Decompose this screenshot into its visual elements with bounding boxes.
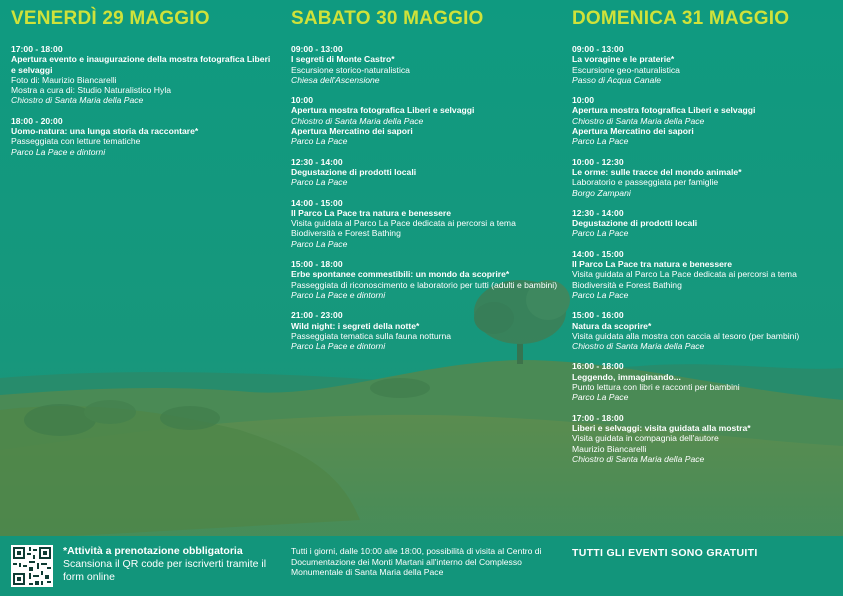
day-title: VENERDÌ 29 MAGGIO xyxy=(11,8,210,29)
event-title: Apertura evento e inaugurazione della mostra fotografica Liberi e selvaggi xyxy=(11,54,271,75)
event-place: Borgo Zampani xyxy=(572,187,631,198)
event-title: Natura da scoprire* xyxy=(572,320,652,331)
event-item xyxy=(572,413,834,464)
event-item xyxy=(572,157,834,198)
event-description: Passeggiata con letture tematiche xyxy=(11,136,141,147)
event-description: Visita guidata alla mostra con caccia al tesoro (per bambini) xyxy=(572,330,800,341)
day-column-saturday xyxy=(291,8,561,361)
event-time: 15:00 - 18:00 xyxy=(291,259,343,270)
event-title: Erbe spontanee commestibili: un mondo da scoprire* xyxy=(291,269,510,280)
event-title: Degustazione di prodotti locali xyxy=(291,166,417,177)
event-place: Chiostro di Santa Maria della Pace xyxy=(572,341,705,352)
booking-text: Scansiona il QR code per iscriverti tramite il form online xyxy=(63,558,267,583)
event-place: Chiesa dell'Ascensione xyxy=(291,74,380,85)
event-description: Escursione geo-naturalistica xyxy=(572,64,680,75)
event-item xyxy=(291,259,561,300)
event-title-secondary: Apertura Mercatino dei sapori xyxy=(291,126,413,137)
event-place: Parco La Pace xyxy=(291,238,348,249)
event-time: 18:00 - 20:00 xyxy=(11,115,63,126)
event-time: 10:00 xyxy=(572,95,594,106)
event-description: Laboratorio e passeggiata per famiglie xyxy=(572,177,719,188)
event-place: Chiostro di Santa Maria della Pace xyxy=(572,453,705,464)
event-time: 21:00 - 23:00 xyxy=(291,310,343,321)
event-description: Punto lettura con libri e racconti per bambini xyxy=(572,382,740,393)
event-place-secondary: Parco La Pace xyxy=(291,136,348,147)
event-place: Passo di Acqua Canale xyxy=(572,74,662,85)
event-place: Parco La Pace e dintorni xyxy=(11,146,106,157)
event-place: Chiostro di Santa Maria della Pace xyxy=(291,115,424,126)
event-place: Parco La Pace xyxy=(291,177,348,188)
visit-info: Tutti i giorni, dalle 10:00 alle 18:00, possibilità di visita al Centro di Documentazione dei Monti Martani all'interno del Complesso Monumentale di Santa Maria della Pace xyxy=(291,546,542,578)
event-place: Parco La Pace xyxy=(572,228,629,239)
event-title: Degustazione di prodotti locali xyxy=(572,218,698,229)
event-item xyxy=(572,44,834,85)
event-place: Chiostro di Santa Maria della Pace xyxy=(572,115,705,126)
event-item xyxy=(291,95,561,146)
event-time: 14:00 - 15:00 xyxy=(572,248,624,259)
qr-code-icon[interactable] xyxy=(11,545,53,587)
event-title: Apertura mostra fotografica Liberi e selvaggi xyxy=(291,105,475,116)
event-item xyxy=(11,44,273,106)
day-title: SABATO 30 MAGGIO xyxy=(291,8,484,29)
event-item xyxy=(291,44,561,85)
event-time: 15:00 - 16:00 xyxy=(572,310,624,321)
event-item xyxy=(572,310,834,351)
event-description: Passeggiata tematica sulla fauna notturna xyxy=(291,330,452,341)
event-description: Passeggiata di riconoscimento e laboratorio per tutti (adulti e bambini) xyxy=(291,279,558,290)
event-item xyxy=(572,361,834,402)
event-place-secondary: Parco La Pace xyxy=(572,136,629,147)
event-title: Il Parco La Pace tra natura e benessere xyxy=(572,259,733,270)
event-title: Leggendo, immaginando... xyxy=(572,371,681,382)
event-description: Visita guidata in compagnia dell'autore Maurizio Biancarelli xyxy=(572,433,719,454)
event-time: 12:30 - 14:00 xyxy=(572,207,624,218)
event-title: Il Parco La Pace tra natura e benessere xyxy=(291,207,452,218)
booking-note xyxy=(63,545,283,584)
event-item xyxy=(291,198,561,249)
event-description: Escursione storico-naturalistica xyxy=(291,64,410,75)
day-column-friday xyxy=(11,8,273,167)
event-title: I segreti di Monte Castro* xyxy=(291,54,395,65)
event-place: Parco La Pace e dintorni xyxy=(291,341,386,352)
event-title: La voragine e le praterie* xyxy=(572,54,675,65)
event-item xyxy=(572,95,834,146)
event-description: Visita guidata al Parco La Pace dedicata ai percorsi a tema Biodiversità e Forest Bathing xyxy=(572,269,797,290)
event-description: Foto di: Maurizio Biancarelli Mostra a cura di: Studio Naturalistico Hyla xyxy=(11,74,172,96)
event-title: Apertura mostra fotografica Liberi e selvaggi xyxy=(572,105,756,116)
event-item xyxy=(291,157,561,188)
free-events-note: TUTTI GLI EVENTI SONO GRATUITI xyxy=(572,547,758,559)
event-time: 10:00 - 12:30 xyxy=(572,156,624,167)
event-time: 09:00 - 13:00 xyxy=(291,44,343,54)
event-place: Parco La Pace xyxy=(572,392,629,403)
day-column-sunday xyxy=(572,8,834,474)
event-title: Wild night: i segreti della notte* xyxy=(291,320,420,331)
booking-title: *Attività a prenotazione obbligatoria xyxy=(63,545,243,557)
event-time: 17:00 - 18:00 xyxy=(11,44,63,54)
day-title: DOMENICA 31 MAGGIO xyxy=(572,8,790,29)
event-time: 10:00 xyxy=(291,95,313,106)
event-item xyxy=(572,208,834,239)
event-time: 12:30 - 14:00 xyxy=(291,156,343,167)
event-item xyxy=(572,249,834,300)
event-item xyxy=(11,116,273,157)
event-place: Chiostro di Santa Maria della Pace xyxy=(11,95,144,106)
event-title-secondary: Apertura Mercatino dei sapori xyxy=(572,126,694,137)
event-title: Le orme: sulle tracce del mondo animale* xyxy=(572,166,742,177)
event-time: 17:00 - 18:00 xyxy=(572,412,624,423)
event-place: Parco La Pace xyxy=(572,289,629,300)
event-time: 09:00 - 13:00 xyxy=(572,44,624,54)
event-description: Visita guidata al Parco La Pace dedicata ai percorsi a tema Biodiversità e Forest Bathing xyxy=(291,218,516,239)
event-item xyxy=(291,310,561,351)
event-title: Liberi e selvaggi: visita guidata alla mostra* xyxy=(572,422,751,433)
event-title: Uomo-natura: una lunga storia da raccontare* xyxy=(11,126,199,137)
event-time: 14:00 - 15:00 xyxy=(291,197,343,208)
event-time: 16:00 - 18:00 xyxy=(572,361,624,372)
event-place: Parco La Pace e dintorni xyxy=(291,289,386,300)
